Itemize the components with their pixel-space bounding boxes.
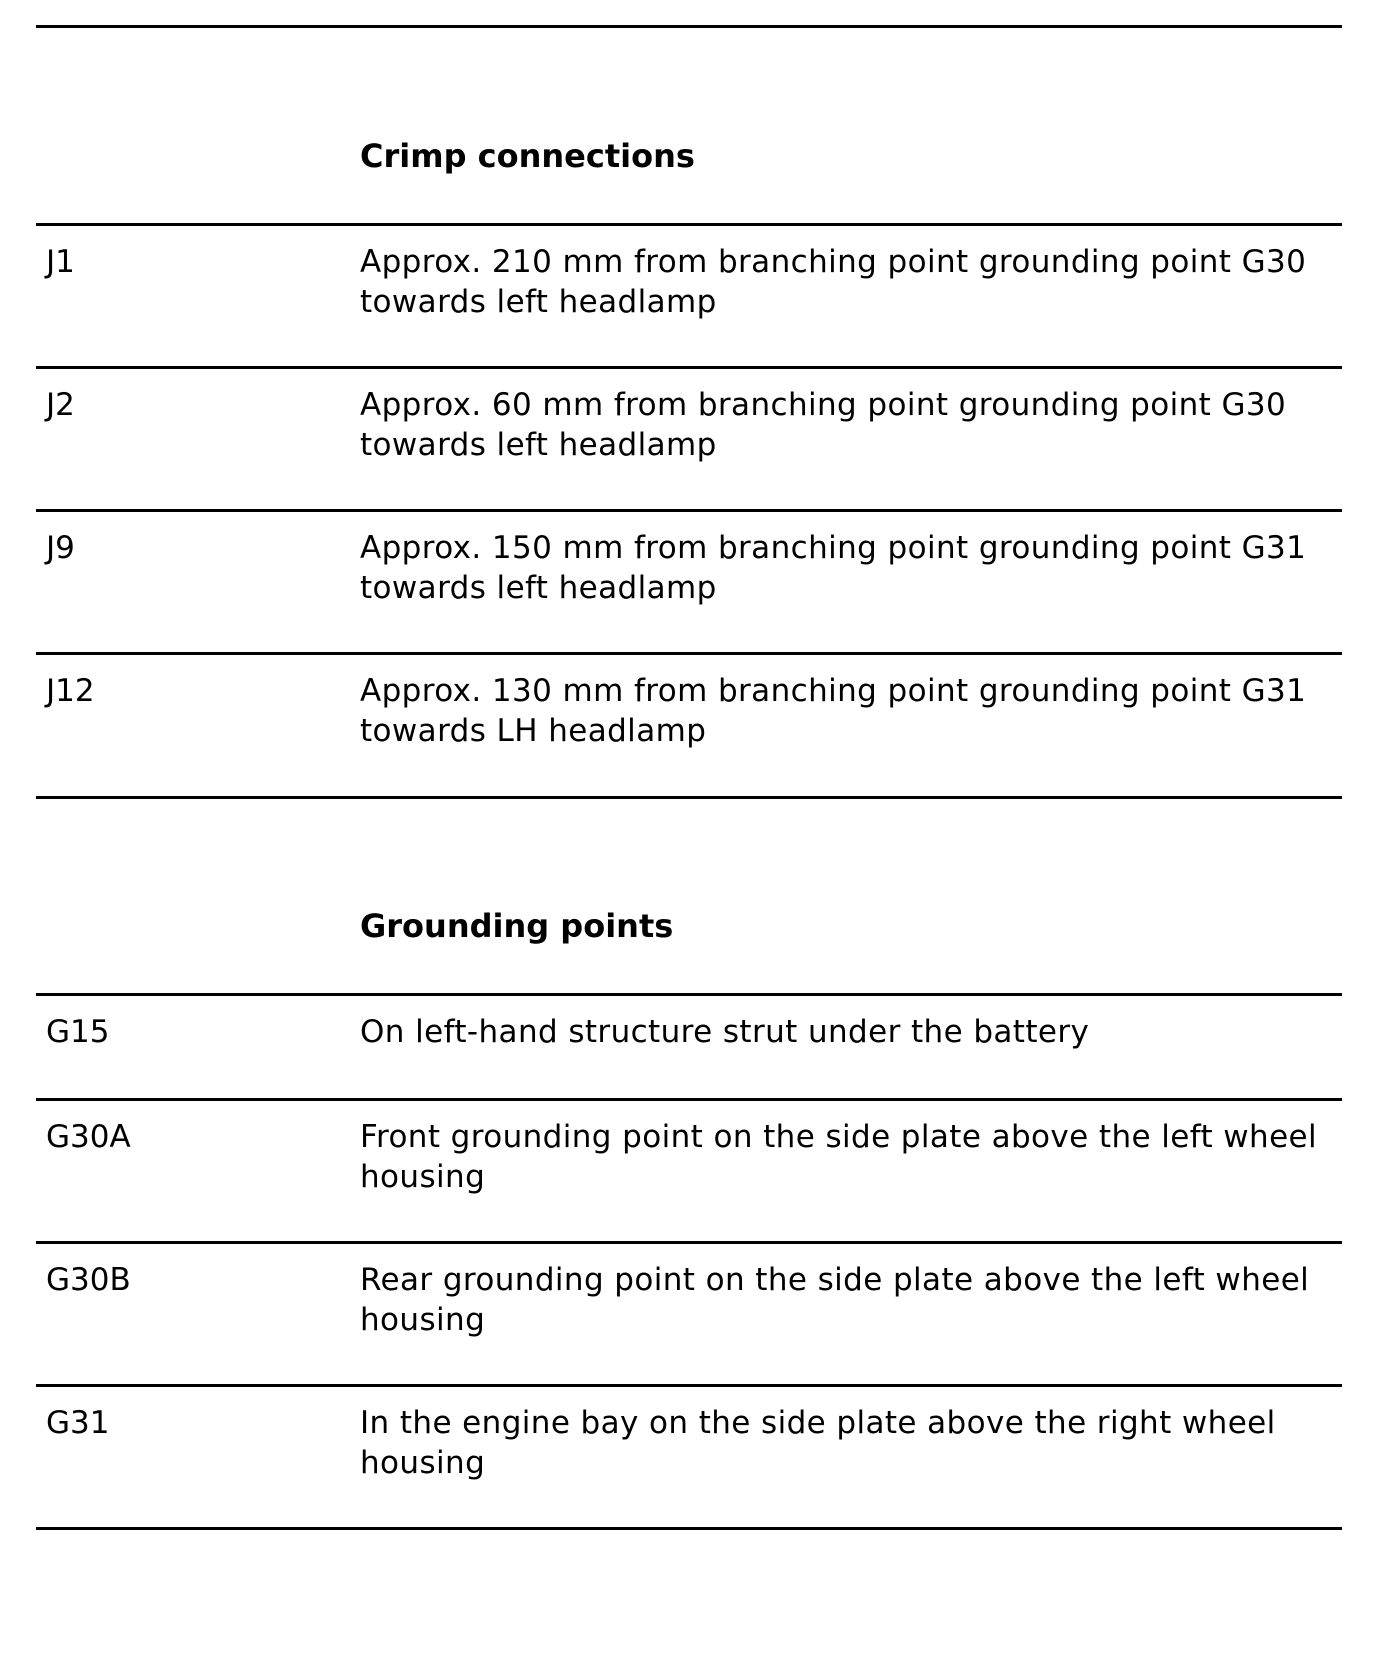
- divider: [36, 652, 1342, 655]
- divider: [36, 223, 1342, 226]
- divider: [36, 993, 1342, 996]
- grounding-description: On left-hand structure strut under the battery: [360, 1014, 1090, 1050]
- section-title-grounding-points: Grounding points: [360, 907, 674, 945]
- divider: [36, 1098, 1342, 1101]
- connection-code: J1: [46, 244, 75, 280]
- divider-bottom: [36, 1527, 1342, 1530]
- divider: [36, 1384, 1342, 1387]
- connection-description: Approx. 130 mm from branching point grounding point G31 towards LH headlamp: [360, 673, 1307, 749]
- divider: [36, 366, 1342, 369]
- divider: [36, 509, 1342, 512]
- grounding-code: G30A: [46, 1119, 131, 1155]
- connection-code: J12: [46, 673, 95, 709]
- grounding-code: G15: [46, 1014, 110, 1050]
- grounding-description: In the engine bay on the side plate above the right wheel housing: [360, 1405, 1276, 1481]
- grounding-description: Front grounding point on the side plate above the left wheel housing: [360, 1119, 1318, 1195]
- divider: [36, 1241, 1342, 1244]
- connection-description: Approx. 150 mm from branching point grounding point G31 towards left headlamp: [360, 530, 1307, 606]
- section-title-crimp-connections: Crimp connections: [360, 137, 695, 175]
- grounding-code: G31: [46, 1405, 110, 1441]
- divider-top: [36, 25, 1342, 28]
- divider-section-end: [36, 796, 1342, 799]
- grounding-description: Rear grounding point on the side plate above the left wheel housing: [360, 1262, 1310, 1338]
- connection-description: Approx. 60 mm from branching point grounding point G30 towards left headlamp: [360, 387, 1287, 463]
- connection-code: J2: [46, 387, 75, 423]
- connection-description: Approx. 210 mm from branching point grounding point G30 towards left headlamp: [360, 244, 1307, 320]
- grounding-code: G30B: [46, 1262, 131, 1298]
- connection-code: J9: [46, 530, 75, 566]
